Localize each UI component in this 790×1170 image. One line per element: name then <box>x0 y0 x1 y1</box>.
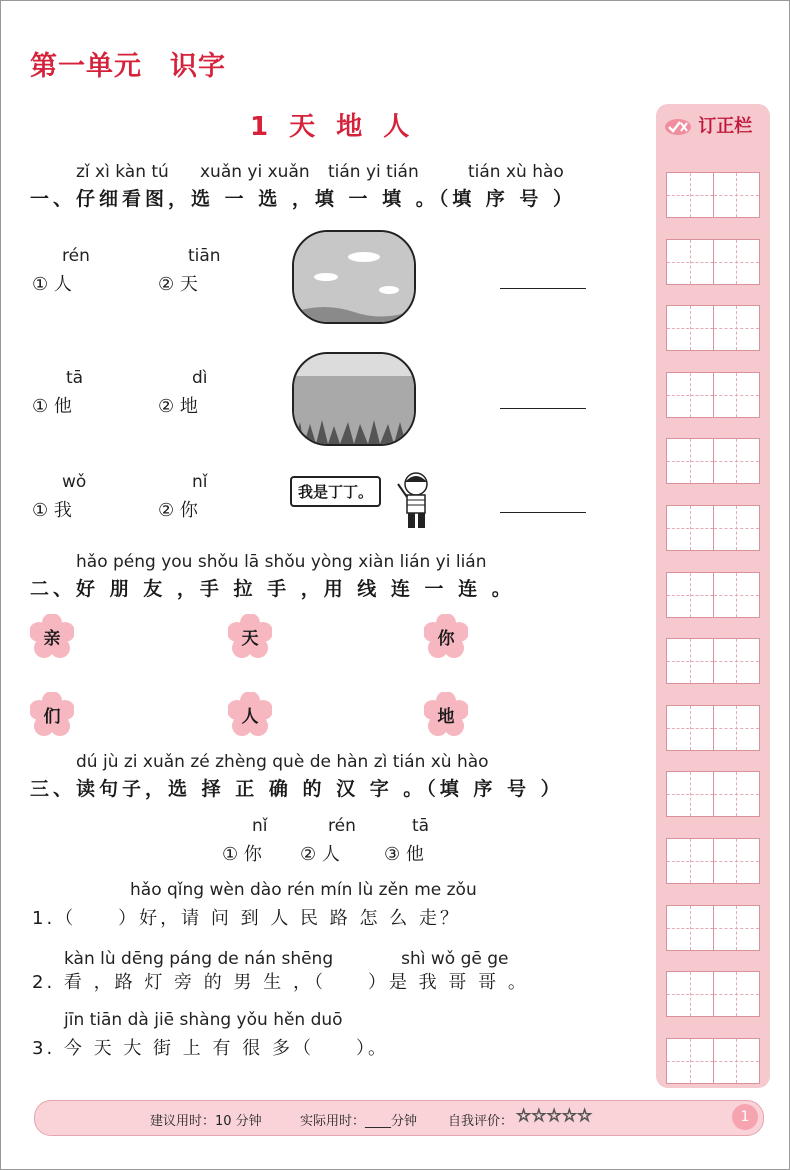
self-eval-label: 自我评价： <box>448 1114 514 1129</box>
grid-cell[interactable] <box>667 306 714 350</box>
rating-stars[interactable] <box>516 1106 592 1126</box>
row2-opt1: ① 他 <box>32 396 72 417</box>
flower-bottom-3-char: 地 <box>437 706 455 727</box>
correction-grid-box[interactable] <box>666 771 760 817</box>
grid-cell[interactable] <box>667 706 714 750</box>
sky-picture <box>292 230 416 324</box>
choice2: ② 人 <box>300 844 340 865</box>
choice1: ① 你 <box>222 844 262 865</box>
sentence3-py: jīn tiān dà jiē shàng yǒu hěn duō <box>64 1010 343 1030</box>
flower-bottom-3[interactable] <box>424 692 468 736</box>
flower-top-1[interactable] <box>30 614 74 658</box>
unit-title: 第一单元 识字 <box>30 51 226 82</box>
grid-cell[interactable] <box>714 639 760 683</box>
grid-cell[interactable] <box>714 1039 760 1083</box>
row2-py2: dì <box>192 368 208 388</box>
section3-question: 三、读句子，选 择 正 确 的 汉 字 。（填 序 号 ） <box>30 778 564 800</box>
grid-cell[interactable] <box>714 173 760 217</box>
answer-line-3[interactable] <box>500 512 586 513</box>
checkmark-icon <box>664 118 692 136</box>
sentence1[interactable]: 1.（ ）好，请 问 到 人 民 路 怎 么 走？ <box>32 908 461 929</box>
choice1-py: nǐ <box>252 816 268 836</box>
correction-grid-box[interactable] <box>666 705 760 751</box>
correction-grid-box[interactable] <box>666 572 760 618</box>
answer-line-1[interactable] <box>500 288 586 289</box>
correction-grid-box[interactable] <box>666 905 760 951</box>
actual-time[interactable]: 实际用时：____分钟 <box>300 1114 418 1129</box>
star-icon[interactable]: ☆ <box>577 1106 593 1126</box>
choice2-py: rén <box>328 816 356 836</box>
s1-pinyin-1: zǐ xì kàn tú <box>76 162 169 182</box>
grid-cell[interactable] <box>667 906 714 950</box>
flower-top-1-char: 亲 <box>43 628 61 649</box>
grid-cell[interactable] <box>667 639 714 683</box>
star-icon[interactable]: ☆ <box>516 1106 532 1126</box>
grid-cell[interactable] <box>667 373 714 417</box>
row1-py1: rén <box>62 246 90 266</box>
row1-opt2: ② 天 <box>158 274 198 295</box>
section2-question: 二、好 朋 友 ，手 拉 手 ，用 线 连 一 连 。 <box>30 578 515 600</box>
suggested-time: 建议用时：10 分钟 <box>150 1114 262 1129</box>
s1-pinyin-4: tián xù hào <box>468 162 564 182</box>
correction-grid-box[interactable] <box>666 438 760 484</box>
grid-cell[interactable] <box>714 972 760 1016</box>
s2-pinyin: hǎo péng you shǒu lā shǒu yòng xiàn lián yi lián <box>76 552 487 572</box>
grid-cell[interactable] <box>714 240 760 284</box>
flower-bottom-1[interactable] <box>30 692 74 736</box>
grid-cell[interactable] <box>714 306 760 350</box>
page-number: 1 <box>732 1104 758 1130</box>
correction-grid-box[interactable] <box>666 638 760 684</box>
row3-py1: wǒ <box>62 472 87 492</box>
grid-cell[interactable] <box>714 906 760 950</box>
flower-bottom-2[interactable] <box>228 692 272 736</box>
grid-cell[interactable] <box>714 439 760 483</box>
choice3-py: tā <box>412 816 430 836</box>
section1-question: 一、仔细看图，选 一 选 ，填 一 填 。（填 序 号 ） <box>30 188 577 210</box>
grid-cell[interactable] <box>714 839 760 883</box>
grid-cell[interactable] <box>667 573 714 617</box>
s1-pinyin-3: tián yi tián <box>328 162 419 182</box>
choice3: ③ 他 <box>384 844 424 865</box>
correction-title: 订正栏 <box>698 116 753 137</box>
s1-pinyin-2: xuǎn yi xuǎn <box>200 162 310 182</box>
boy-figure-icon <box>394 470 438 536</box>
flower-bottom-2-char: 人 <box>241 706 259 727</box>
correction-grid-box[interactable] <box>666 838 760 884</box>
grid-cell[interactable] <box>714 373 760 417</box>
grid-cell[interactable] <box>714 573 760 617</box>
grid-cell[interactable] <box>714 506 760 550</box>
answer-line-2[interactable] <box>500 408 586 409</box>
s3-pinyin: dú jù zi xuǎn zé zhèng què de hàn zì tián xù hào <box>76 752 489 772</box>
row1-py2: tiān <box>188 246 221 266</box>
flower-top-3[interactable] <box>424 614 468 658</box>
flower-top-3-char: 你 <box>437 628 455 649</box>
speech-bubble: 我是丁丁。 <box>290 476 381 507</box>
sentence1-py: hǎo qǐng wèn dào rén mín lù zěn me zǒu <box>130 880 477 900</box>
row3-opt2: ② 你 <box>158 500 198 521</box>
lesson-title: 1 天 地 人 <box>250 112 416 142</box>
row1-opt1: ① 人 <box>32 274 72 295</box>
correction-grid-box[interactable] <box>666 971 760 1017</box>
correction-grid-box[interactable] <box>666 172 760 218</box>
grid-cell[interactable] <box>667 439 714 483</box>
grid-cell[interactable] <box>714 772 760 816</box>
grid-cell[interactable] <box>667 839 714 883</box>
flower-top-2-char: 天 <box>241 628 259 649</box>
flower-bottom-1-char: 们 <box>43 706 61 727</box>
sentence2[interactable]: 2. 看 ，路 灯 旁 的 男 生 ，（ ）是 我 哥 哥 。 <box>32 972 529 993</box>
grid-cell[interactable] <box>667 240 714 284</box>
star-icon[interactable]: ☆ <box>546 1106 562 1126</box>
grid-cell[interactable] <box>667 173 714 217</box>
row2-opt2: ② 地 <box>158 396 198 417</box>
grid-cell[interactable] <box>667 1039 714 1083</box>
correction-grid-box[interactable] <box>666 505 760 551</box>
grid-cell[interactable] <box>667 772 714 816</box>
grid-cell[interactable] <box>667 972 714 1016</box>
ground-picture <box>292 352 416 446</box>
sentence2-py: kàn lù dēng páng de nán shēng shì wǒ gē ge <box>64 949 509 969</box>
correction-grid-box[interactable] <box>666 305 760 351</box>
correction-grid-box[interactable] <box>666 239 760 285</box>
flower-top-2[interactable] <box>228 614 272 658</box>
correction-grid-box[interactable] <box>666 1038 760 1084</box>
star-icon[interactable]: ☆ <box>561 1106 577 1126</box>
sentence3[interactable]: 3. 今 天 大 街 上 有 很 多（ ）。 <box>32 1038 389 1059</box>
row3-opt1: ① 我 <box>32 500 72 521</box>
correction-header <box>664 112 752 138</box>
row2-py1: tā <box>66 368 84 388</box>
row3-py2: nǐ <box>192 472 208 492</box>
star-icon[interactable]: ☆ <box>531 1106 547 1126</box>
grid-cell[interactable] <box>667 506 714 550</box>
correction-grid-box[interactable] <box>666 372 760 418</box>
grid-cell[interactable] <box>714 706 760 750</box>
